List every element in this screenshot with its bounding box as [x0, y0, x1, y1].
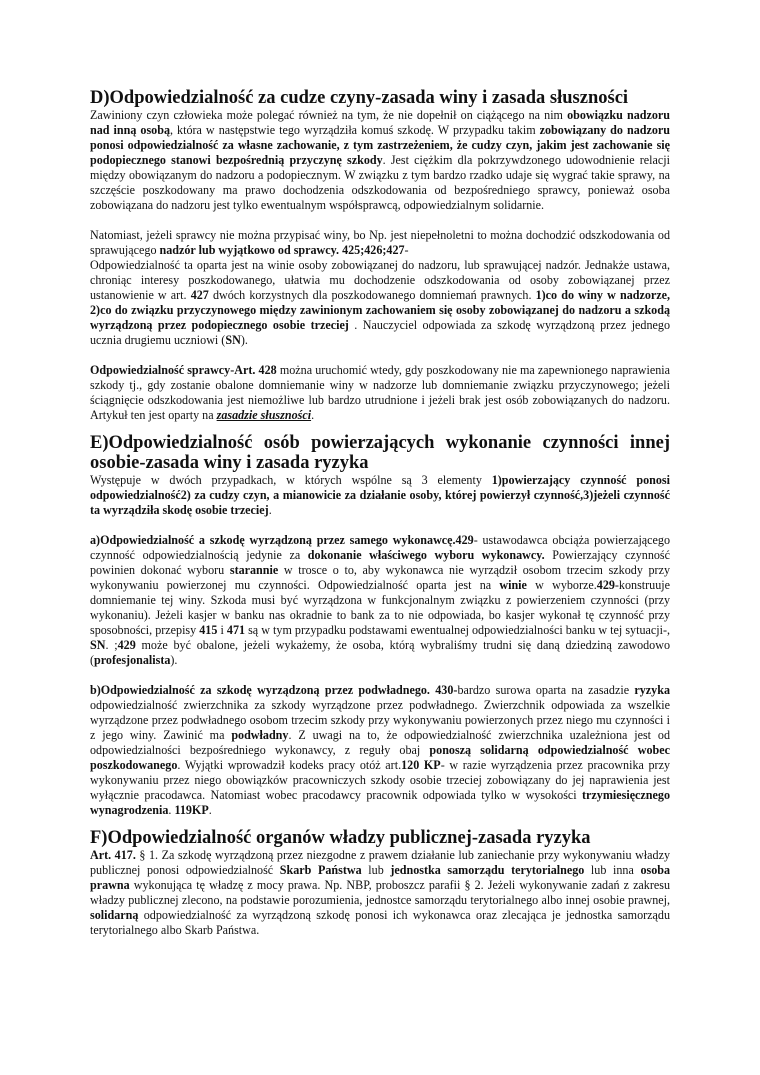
text-run: Występuje w dwóch przypadkach, w których wspólne są 3 elementy: [90, 473, 492, 487]
text-run: Natomiast, jeżeli sprawcy nie można przypisać winy, bo Np. jest niepełnoletni to można dochodzić odszkodowania od sprawującego: [90, 228, 670, 257]
bold-text: starannie: [229, 563, 279, 577]
bold-text: podwładny: [231, 728, 289, 742]
text-run: Powierzający czynność powinien dokonać wyboru: [90, 548, 670, 577]
bold-text: obowiązku nadzoru nad inną osobą: [90, 108, 670, 137]
bold-text: SN: [90, 638, 106, 652]
bold-text: Skarb Państwa: [279, 863, 362, 877]
text-run: wykonująca tę władzę z mocy prawa. Np. NBP, proboszcz parafii § 2. Jeżeli wykonywanie zadań z zakresu władzy publicznej zlecono, na podstawie porozumienia, jednostce samorządu terytorialnego albo innej osobie prawnej,: [90, 878, 670, 907]
paragraph: [90, 533, 670, 668]
paragraph: [90, 258, 670, 348]
bold-text: ryzyka: [634, 683, 670, 697]
emphasis-text: zasadzie słuszności: [216, 408, 312, 422]
text-run: . Nauczyciel odpowiada za szkodę wyrządzoną przez jednego ucznia drugiemu uczniowi (: [90, 318, 670, 347]
bold-text: osoba prawna: [90, 863, 671, 892]
bold-text: solidarną: [90, 908, 139, 922]
bold-text: nadzór lub wyjątkowo od sprawcy. 425;426;427: [159, 243, 405, 257]
text-run: dwóch korzystnych dla poszkodowanego domniemań prawnych.: [208, 288, 536, 302]
bold-text: dokonanie właściwego wyboru wykonawcy.: [307, 548, 545, 562]
bold-text: zobowiązany do nadzoru ponosi odpowiedzialność za własne zachowanie, z tym zastrzeżeniem, że cudzy czyn, jakim jest zachowanie się podopiecznego stanowi bezpośrednią przyczynę szkody: [90, 123, 670, 167]
paragraph: [90, 848, 670, 938]
paragraph: [90, 473, 670, 518]
paragraph: [90, 228, 670, 258]
bold-text: 120 KP: [401, 758, 441, 772]
bold-text: 429: [117, 638, 136, 652]
bold-text: SN: [225, 333, 241, 347]
text-run: ).: [240, 333, 248, 347]
text-run: w wyborze.: [526, 578, 597, 592]
bold-text: trzymiesięcznego wynagrodzenia: [90, 788, 670, 817]
text-run: . Wyjątki wprowadził kodeks pracy otóż art.: [177, 758, 402, 772]
bold-text: 427: [190, 288, 209, 302]
text-run: .: [168, 803, 175, 817]
text-run: Zawiniony czyn człowieka może polegać również na tym, że nie dopełnił on ciążącego na nim: [90, 108, 568, 122]
bold-text: 429: [596, 578, 615, 592]
text-run: lub: [361, 863, 391, 877]
text-run: - w razie wyrządzenia przez pracownika przy wykonywaniu przez niego obowiązków pracowniczych szkody osobie trzeciej zobowiązany do jej naprawienia jest wyłącznie pracodawca. Natomiast wobec pracodawcy pracownik odpowiada tylko w wysokości: [90, 758, 670, 802]
paragraph: [90, 108, 670, 213]
bold-text: Odpowiedzialność sprawcy-Art. 428: [90, 363, 277, 377]
bold-text: 415: [199, 623, 218, 637]
text-run: § 1. Za szkodę wyrządzoną przez niezgodne z prawem działanie lub zaniechanie przy wykonywaniu władzy publicznej ponosi odpowiedzialność: [90, 848, 670, 877]
text-run: . Z uwagi na to, że odpowiedzialność zwierzchnika uzależniona jest od odpowiedzialności bezpośredniego wykonawcy, z reguły obaj: [90, 728, 670, 757]
bold-text: 471: [226, 623, 246, 637]
text-run: . Jest ciężkim dla pokrzywdzonego udowodnienie relacji między obowiązanym do nadzoru a podopiecznym. W związku z tym bardzo rzadko udaje się wygrać takie sprawy, na szczęście poszkodowany ma prawo dochodzenia odszkodowania od bezpośredniego sprawcy, ponieważ osoba zobowiązana do nadzoru jest tylko ewentualnym współsprawcą, odpowiedzialnym solidarnie.: [90, 153, 670, 212]
text-run: może być obalone, jeżeli wykażemy, że osoba, którą wybraliśmy trudni się daną dziedziną zawodowo (: [90, 638, 670, 667]
heading-section-e: E)Odpowiedzialność osób powierzających wykonanie czynności innej osobie-zasada winy i zasada ryzyka: [90, 433, 670, 473]
bold-text: Art. 417.: [90, 848, 136, 862]
bold-text: 119KP: [174, 803, 209, 817]
paragraph: [90, 683, 670, 818]
text-run: ).: [170, 653, 178, 667]
text-run: lub inna: [584, 863, 641, 877]
bold-text: jednostka samorządu terytorialnego: [390, 863, 585, 877]
text-run: , która w następstwie tego wyrządziła komuś szkodę. W przypadku takim: [170, 123, 540, 137]
text-run: w trosce o to, aby wykonawca nie wyrządził osobom trzecim szkody przy wykonywaniu powierzonej mu czynności. Odpowiedzialność oparta jest na: [90, 563, 670, 592]
text-run: odpowiedzialność za wyrządzoną szkodę ponosi ich wykonawca oraz zlecająca je jednostka samorządu terytorialnego albo Skarb Państwa.: [90, 908, 670, 937]
text-run: -konstruuje domniemanie tej winy. Szkoda musi być wyrządzona w funkcjonalnym związku z powierzeniem czynności (przy wykonaniu). Jeżeli kasjer w banku nas okradnie to bank za to nie odpowiada, bo kasjer wykonał tę czynność przy sposobności, przepisy: [90, 578, 670, 637]
paragraph: [90, 363, 670, 423]
text-run: bardzo surowa oparta na zasadzie: [457, 683, 635, 697]
bold-text: 1)powierzający czynność ponosi odpowiedzialność2) za cudzy czyn, a mianowicie za działanie osoby, której powierzył czynność,3)jeżeli czynność ta wyrządziła skodę osobie trzeciej: [90, 473, 670, 517]
bold-text: b)Odpowiedzialność za szkodę wyrządzoną przez podwładnego. 430-: [90, 683, 458, 697]
heading-section-d: D)Odpowiedzialność za cudze czyny-zasada winy i zasada słuszności: [90, 88, 629, 108]
text-run: odpowiedzialność zwierzchnika za szkody wyrządzone przez podwładnego. Zwierzchnik odpowiada za wszelkie wyrządzone przez podwładnego osobom trzecim szkody przy wykonywaniu powierzonych przez niego mu czynności i z jego winy. Zawinić ma: [90, 698, 670, 742]
text-run: Odpowiedzialność ta oparta jest na winie osoby zobowiązanej do nadzoru, lub sprawującej nadzór. Jednakże ustawa, chroniąc interesy poszkodowanego, ułatwia mu dochodzenie odszkodowania od osoby zobowiązanej przez ustanowienie w art.: [90, 258, 670, 302]
bold-text: ponoszą solidarną odpowiedzialność wobec poszkodowanego: [90, 743, 670, 772]
text-run: można uruchomić wtedy, gdy poszkodowany nie ma zapewnionego naprawienia szkody tj., gdy zostanie obalone domniemanie winy w nadzorze lub domniemanie związku przyczynowego; jeżeli ściągnięcie odszkodowania jest niemożliwe lub bardzo utrudnione i jeżeli brak jest osób zobowiązanych do nadzoru. Artykuł ten jest oparty na: [90, 363, 671, 422]
text-run: - ustawodawca obciąża powierzającego czynność odpowiedzialnością jedynie za: [90, 533, 670, 562]
text-run: . ;: [105, 638, 118, 652]
bold-text: a)Odpowiedzialność a szkodę wyrządzoną przez samego wykonawcę.429: [90, 533, 474, 547]
text-run: i: [217, 623, 227, 637]
text-run: .: [311, 408, 315, 422]
text-run: .: [268, 503, 272, 517]
text-run: .: [208, 803, 212, 817]
heading-section-f: F)Odpowiedzialność organów władzy publicznej-zasada ryzyka: [90, 828, 591, 848]
bold-text: winie: [499, 578, 527, 592]
bold-text: 1)co do winy w nadzorze, 2)co do związku przyczynowego między zawinionym zachowaniem się osoby zobowiązanej do nadzoru a szkodą wyrządzoną przez podopiecznego osobie trzeciej: [90, 288, 671, 332]
text-run: -: [404, 243, 409, 257]
text-run: są w tym przypadku podstawami ewentualnej odpowiedzialności banku w tej sytuacji-,: [245, 623, 670, 637]
document-page: [90, 88, 670, 938]
bold-text: profesjonalista: [94, 653, 171, 667]
